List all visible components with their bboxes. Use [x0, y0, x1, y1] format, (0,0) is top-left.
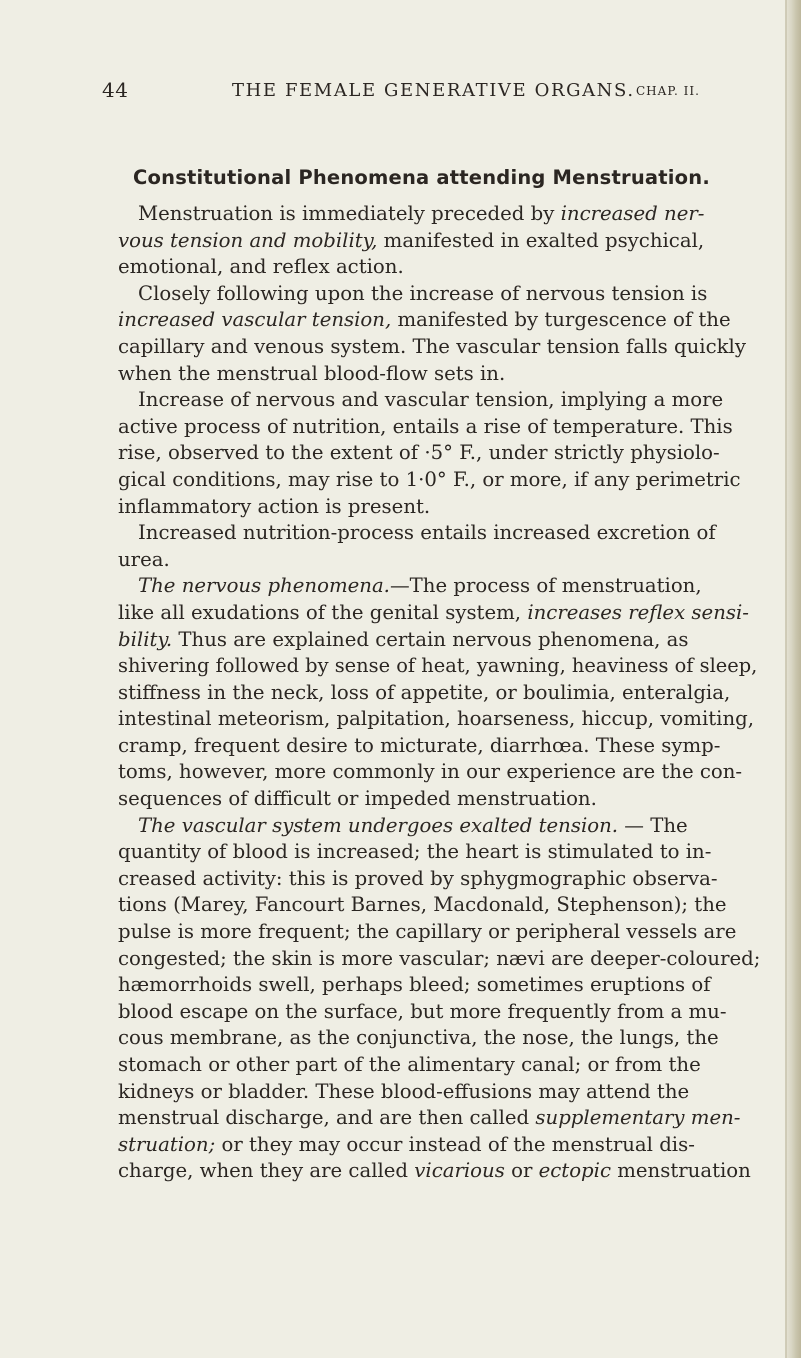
page-edge-shadow: [785, 0, 787, 1358]
text-line: like all exudations of the genital system, increases reflex sensi-: [118, 600, 749, 624]
text-line: active process of nutrition, entails a rise of temperature. This: [118, 414, 733, 438]
text-line: struation; or they may occur instead of the menstrual dis-: [118, 1132, 695, 1156]
running-header: [0, 78, 801, 108]
text-line: kidneys or bladder. These blood-effusions may attend the: [118, 1079, 690, 1103]
text-line: cramp, frequent desire to micturate, diarrhœa. These symp-: [118, 733, 721, 757]
text-line: congested; the skin is more vascular; nævi are deeper-coloured;: [118, 946, 761, 970]
text-line: shivering followed by sense of heat, yawning, heaviness of sleep,: [118, 654, 758, 678]
text-line: The vascular system undergoes exalted tension. — The: [138, 813, 688, 837]
text-line: blood escape on the surface, but more frequently from a mu-: [118, 999, 727, 1023]
text-line: sequences of difficult or impeded menstruation.: [118, 787, 597, 811]
page-edge: [785, 0, 801, 1358]
text-line: bility. Thus are explained certain nervous phenomena, as: [118, 627, 689, 651]
text-line: when the menstrual blood-flow sets in.: [118, 361, 506, 385]
text-line: charge, when they are called vicarious or ectopic menstruation: [118, 1159, 751, 1183]
chapter-reference: CHAP. II.: [636, 84, 700, 98]
text-line: Increase of nervous and vascular tension, implying a more: [138, 388, 724, 412]
text-line: creased activity: this is proved by sphygmographic observa-: [118, 866, 718, 890]
text-line: pulse is more frequent; the capillary or peripheral vessels are: [118, 920, 737, 944]
text-line: Menstruation is immediately preceded by increased ner-: [138, 202, 705, 225]
text-line: gical conditions, may rise to 1·0° F., or more, if any perimetric: [118, 467, 741, 491]
text-line: capillary and venous system. The vascular tension falls quickly: [118, 334, 746, 358]
text-line: Increased nutrition-process entails increased excretion of: [138, 521, 716, 545]
text-line: The nervous phenomena. —The process of menstruation,: [138, 574, 702, 598]
section-heading: Constitutional Phenomena attending Menstruation.: [133, 166, 710, 189]
text-line: increased vascular tension, manifested by turgescence of the: [118, 308, 731, 332]
text-line: emotional, and reflex action.: [118, 255, 404, 279]
text-line: inflammatory action is present.: [118, 494, 431, 518]
text-line: intestinal meteorism, palpitation, hoarseness, hiccup, vomiting,: [118, 707, 754, 731]
text-line: vous tension and mobility, manifested in exalted psychical,: [118, 228, 705, 252]
text-line: cous membrane, as the conjunctiva, the nose, the lungs, the: [118, 1026, 719, 1050]
running-title: THE FEMALE GENERATIVE ORGANS.: [232, 80, 635, 101]
text-line: hæmorrhoids swell, perhaps bleed; sometimes eruptions of: [118, 973, 711, 997]
text-line: menstrual discharge, and are then called supplementary men-: [118, 1106, 741, 1130]
text-line: quantity of blood is increased; the heart is stimulated to in-: [118, 840, 712, 864]
text-line: rise, observed to the extent of ·5° F., under strictly physiolo-: [118, 441, 720, 465]
text-line: Closely following upon the increase of nervous tension is: [138, 281, 708, 305]
text-line: stiffness in the neck, loss of appetite, or boulimia, enteralgia,: [118, 680, 731, 704]
text-line: stomach or other part of the alimentary canal; or from the: [118, 1053, 701, 1076]
text-line: toms, however, more commonly in our experience are the con-: [118, 760, 743, 784]
page-number: 44: [102, 78, 129, 102]
text-line: urea.: [118, 547, 170, 571]
body-text: [118, 201, 762, 1185]
text-line: tions (Marey, Fancourt Barnes, Macdonald, Stephenson); the: [118, 893, 727, 917]
